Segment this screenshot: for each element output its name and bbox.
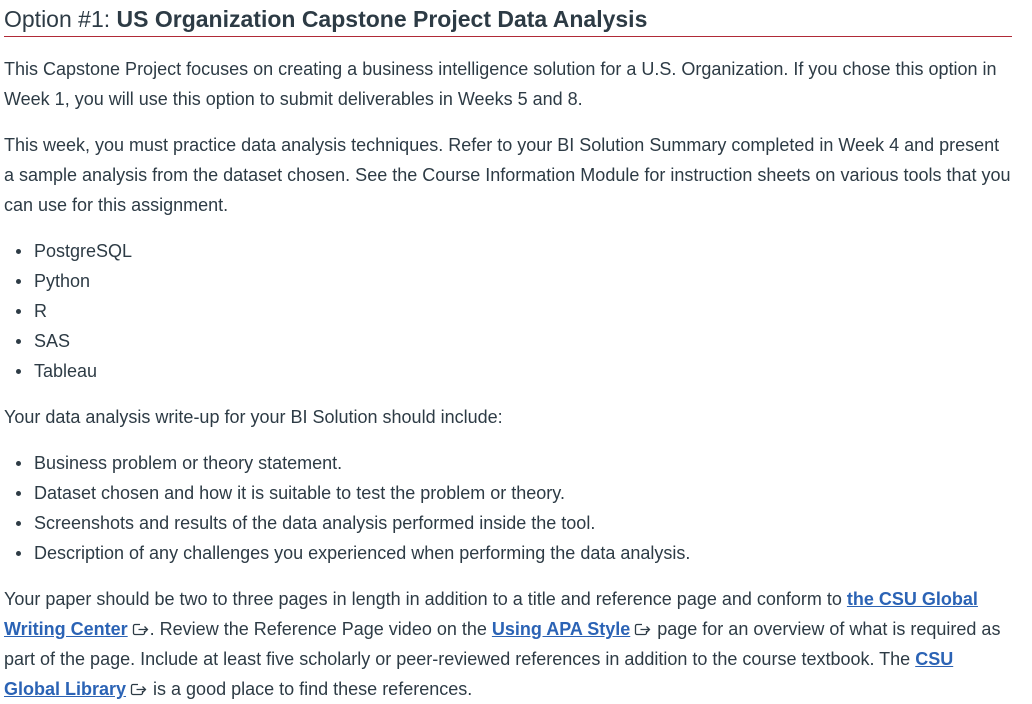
list-item: SAS bbox=[34, 326, 1012, 356]
final-paragraph bbox=[4, 584, 1012, 704]
title-prefix: Option #1: bbox=[4, 6, 117, 32]
title-text: US Organization Capstone Project Data Analysis bbox=[116, 6, 648, 32]
final-text-2: . Review the Reference Page video on the bbox=[149, 619, 492, 639]
page-title bbox=[4, 0, 1012, 37]
tools-list bbox=[4, 236, 1012, 386]
list-item: R bbox=[34, 296, 1012, 326]
final-text-4: is a good place to find these references. bbox=[148, 679, 473, 699]
external-link-icon[interactable] bbox=[132, 622, 150, 637]
final-text-1: Your paper should be two to three pages in length in addition to a title and reference page and conform to bbox=[4, 589, 847, 609]
list-item: Screenshots and results of the data analysis performed inside the tool. bbox=[34, 508, 1012, 538]
external-link-icon[interactable] bbox=[130, 682, 148, 697]
list-item: Business problem or theory statement. bbox=[34, 448, 1012, 478]
intro-paragraph: This Capstone Project focuses on creating a business intelligence solution for a U.S. Organization. If you chose this option in Week 1, you will use this option to submit deliverables in Weeks 5 and 8. bbox=[4, 59, 997, 109]
csu-library-link[interactable]: CSU Global Library bbox=[4, 649, 954, 699]
list-item: Dataset chosen and how it is suitable to test the problem or theory. bbox=[34, 478, 1012, 508]
apa-style-link[interactable]: Using APA Style bbox=[491, 619, 631, 639]
week-paragraph: This week, you must practice data analysis techniques. Refer to your BI Solution Summary completed in Week 4 and present a sample analysis from the dataset chosen. See the Course Information Module for instruction sheets on various tools that you can use for this assignment. bbox=[4, 135, 1011, 215]
final-text-3: page for an overview of what is required as part of the page. Include at least five scholarly or peer-reviewed references in addition to the course textbook. The bbox=[4, 619, 1001, 669]
requirements-list bbox=[4, 448, 1012, 568]
writing-center-link[interactable]: the CSU Global Writing Center bbox=[4, 589, 978, 639]
list-item: Python bbox=[34, 266, 1012, 296]
list-item: Description of any challenges you experienced when performing the data analysis. bbox=[34, 538, 1012, 568]
list-item: PostgreSQL bbox=[34, 236, 1012, 266]
list-item: Tableau bbox=[34, 356, 1012, 386]
external-link-icon[interactable] bbox=[634, 622, 652, 637]
include-paragraph: Your data analysis write-up for your BI Solution should include: bbox=[4, 407, 503, 427]
